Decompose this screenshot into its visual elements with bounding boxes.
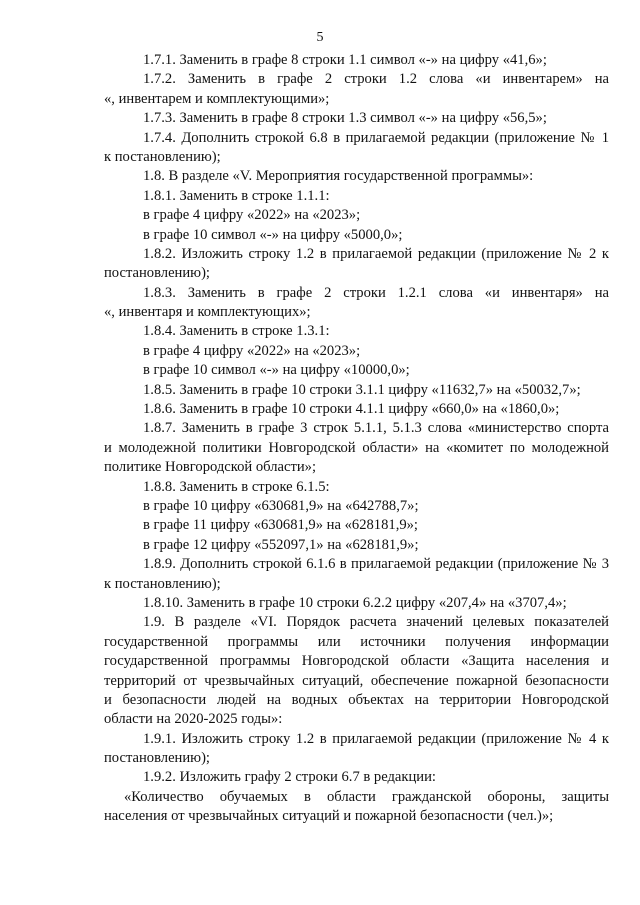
text-line: «Количество обучаемых в области гражданской обороны, защиты bbox=[124, 788, 609, 805]
text-line: 1.8.6. Заменить в графе 10 строки 4.1.1 цифру «660,0» на «1860,0»; bbox=[143, 401, 560, 418]
text-line: государственной программы или источники получения информации bbox=[104, 633, 609, 650]
text-line: 1.8.8. Заменить в строке 6.1.5: bbox=[143, 478, 330, 495]
text-line: 1.7.3. Заменить в графе 8 строки 1.3 символ «-» на цифру «56,5»; bbox=[143, 110, 547, 127]
text-line: постановлению); bbox=[104, 750, 210, 767]
text-line: области на 2020-2025 годы»: bbox=[104, 711, 283, 728]
text-line: политике Новгородской области»; bbox=[104, 459, 317, 476]
text-line: 1.8. В разделе «V. Мероприятия государственной программы»: bbox=[143, 168, 534, 185]
document-body bbox=[104, 51, 609, 827]
text-line: к постановлению); bbox=[104, 148, 221, 165]
text-line: 1.8.4. Заменить в строке 1.3.1: bbox=[143, 323, 330, 340]
text-line: в графе 10 цифру «630681,9» на «642788,7»; bbox=[143, 497, 419, 514]
text-line: населения от чрезвычайных ситуаций и пожарной безопасности (чел.)»; bbox=[104, 808, 554, 825]
text-line: «, инвентаря и комплектующих»; bbox=[104, 304, 311, 321]
text-line: 1.9.2. Изложить графу 2 строки 6.7 в редакции: bbox=[143, 769, 436, 786]
text-line: в графе 4 цифру «2022» на «2023»; bbox=[143, 207, 361, 224]
text-line: 1.8.7. Заменить в графе 3 строк 5.1.1, 5.1.3 слова «министерство спорта bbox=[143, 420, 609, 437]
text-line: территорий от чрезвычайных ситуаций, обеспечение пожарной безопасности bbox=[104, 672, 609, 689]
text-line: в графе 12 цифру «552097,1» на «628181,9»; bbox=[143, 536, 419, 553]
text-line: 1.7.1. Заменить в графе 8 строки 1.1 символ «-» на цифру «41,6»; bbox=[143, 52, 547, 68]
page-number: 5 bbox=[316, 30, 324, 45]
text-line: 1.8.10. Заменить в графе 10 строки 6.2.2 цифру «207,4» на «3707,4»; bbox=[143, 594, 567, 611]
text-line: 1.7.4. Дополнить строкой 6.8 в прилагаемой редакции (приложение № 1 bbox=[143, 129, 609, 146]
text-line: 1.8.1. Заменить в строке 1.1.1: bbox=[143, 187, 330, 204]
text-line: к постановлению); bbox=[104, 575, 221, 592]
text-line: 1.8.3. Заменить в графе 2 строки 1.2.1 слова «и инвентаря» на bbox=[143, 284, 609, 301]
text-line: в графе 10 символ «-» на цифру «5000,0»; bbox=[143, 226, 403, 243]
text-line: и безопасности людей на водных объектах на территории Новгородской bbox=[104, 691, 609, 708]
text-line: 1.9.1. Изложить строку 1.2 в прилагаемой редакции (приложение № 4 к bbox=[143, 730, 609, 747]
text-line: постановлению); bbox=[104, 265, 210, 282]
text-line: и молодежной политики Новгородской области» на «комитет по молодежной bbox=[104, 439, 609, 456]
text-line: 1.9. В разделе «VI. Порядок расчета значений целевых показателей bbox=[143, 614, 609, 631]
text-line: 1.8.2. Изложить строку 1.2 в прилагаемой редакции (приложение № 2 к bbox=[143, 245, 609, 262]
text-line: государственной программы Новгородской области «Защита населения и bbox=[104, 653, 609, 670]
text-line: 1.8.9. Дополнить строкой 6.1.6 в прилагаемой редакции (приложение № 3 bbox=[143, 556, 609, 573]
text-line: в графе 11 цифру «630681,9» на «628181,9»; bbox=[143, 517, 418, 534]
text-line: в графе 10 символ «-» на цифру «10000,0»; bbox=[143, 362, 410, 379]
text-line: 1.8.5. Заменить в графе 10 строки 3.1.1 цифру «11632,7» на «50032,7»; bbox=[143, 381, 581, 398]
text-line: «, инвентарем и комплектующими»; bbox=[104, 90, 330, 107]
text-line: в графе 4 цифру «2022» на «2023»; bbox=[143, 342, 361, 359]
text-line: 1.7.2. Заменить в графе 2 строки 1.2 слова «и инвентарем» на bbox=[143, 71, 609, 88]
